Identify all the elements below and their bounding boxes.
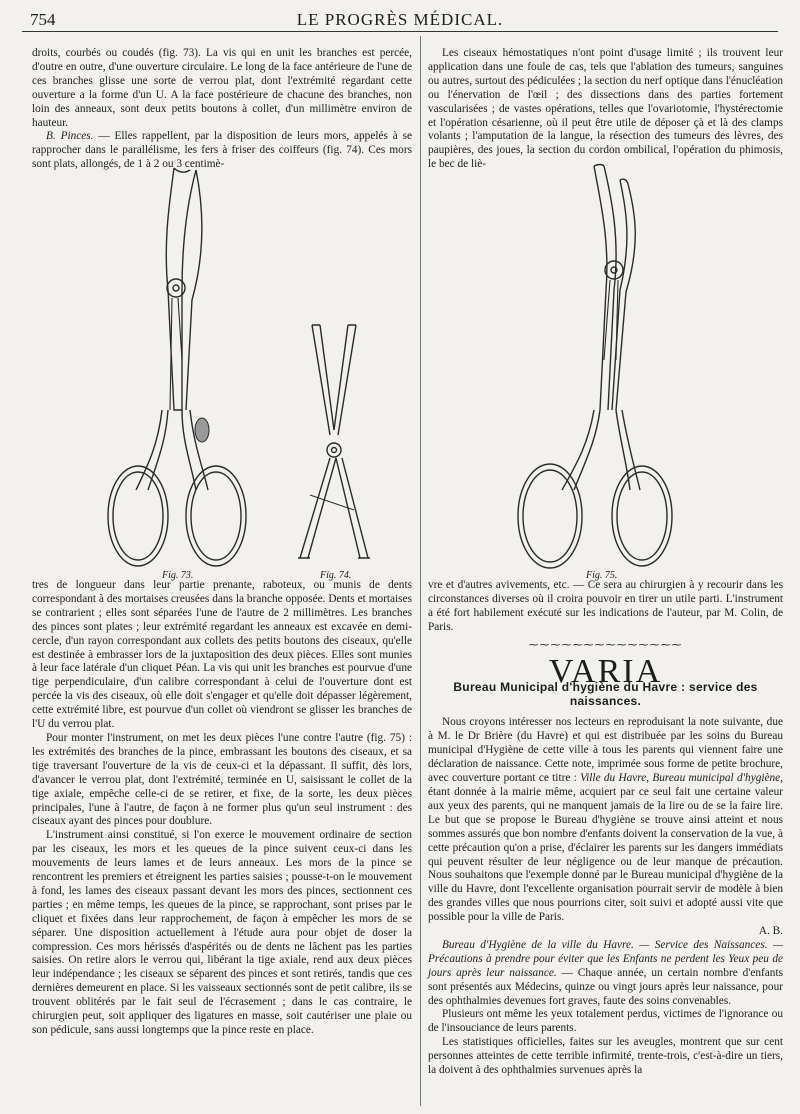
varia-paragraph-1-end: , étant donnée à la mairie même, acquiert par ce seul fait une certaine valeur aux yeux des parents, qui ne manquent jamais de la lire ou de se la faire lire. Le but que se propose le Bureau d'hygiène se trouve ainsi atteint et nous sommes assurés que bon nombre d'enfants doivent la conservation de la vue, à cette précaution qu'on a prise, d'éclairer les parents sur les dangers immédiats qui peuvent résulter de leur négligence ou de leur manque de précaution. Nous souhaitons que l'exemple donné par le Bureau municipal d'hygiène de la ville du Havre, dont l'excellente organisation pourrait servir de modèle à bien des grandes villes que nous pourrions citer, soit suivi et adopté aussi vite que possible pour la ville de Paris. xyxy=(428,772,784,924)
varia-paragraph-1-italic: Ville du Havre, Bureau municipal d'hygiène xyxy=(580,772,781,785)
pinces-text: — Elles rappellent, par la disposition de leurs mors, appelés à se rapprocher dans le parallélisme, les fers à friser des coiffeurs (fig. 74). Ces mors sont plats, allongés, de 1 à 2 ou 3 centimè- xyxy=(32,130,412,171)
page-header xyxy=(22,4,778,32)
header-rule xyxy=(22,31,778,32)
right-column-bottom xyxy=(428,579,783,1078)
varia-paragraph-1 xyxy=(428,716,783,925)
left-column-bottom xyxy=(32,579,412,1038)
right-top-paragraph: Les ciseaux hémostatiques n'ont point d'usage limité ; ils trouvent leur application dans une foule de cas, tels que l'ablation des tumeurs, sanguines ou autres, surtout des pédiculées ; la section du nerf optique dans l'énucléation ou l'énervation de l'œil ; des dissections dans des parties fortement vascularisées ; de vastes opérations, telles que l'ovariotomie, l'hystérectomie et l'opération césarienne, où il peut être utile de déposer çà et là des clamps volants ; l'amputation de la langue, la résection des tumeurs des lèvres, des paupières, des joues, la section du cordon ombilical, l'opération du phimosis, le bec de liè- xyxy=(428,47,783,171)
left-bottom-paragraph-1: tres de longueur dans leur partie prenante, raboteux, ou munis de dents correspondant à des mortaises creusées dans la branche opposée. Dents et mortaises se contrarient ; elles sont séparées l'une de l'autre de 2 millimètres. Les branches des pinces sont plates ; leur extrémité regardant les anneaux est excavée en demi-cercle, d'un rayon correspondant aux collets des petits boutons des ciseaux, qu'elle est destinée à embrasser lors de la juxtaposition des deux pièces. Elles sont munies à leur face latérale d'un cliquet Péan. La vis qui unit les branches est pourvue d'une tige perpendiculaire, d'un calibre correspondant à celui de l'ouverture dont est percée la vis des ciseaux, où elle doit s'engager et qu'elle doit dépasser légèrement, cette extrémité libre, est pourvue d'un collet où viendront se glisser les branches de l'U du verrou plat. xyxy=(32,579,412,731)
varia-title: VARIA xyxy=(548,652,663,690)
varia-paragraph-2-end: — Chaque année, un certain nombre d'enfants sont présentés aux Médecins, quinze ou vingt jours après leur naissance, pour des ophthalmies devenues fort graves, faute des soins convenables. xyxy=(428,966,783,1007)
left-top-paragraph: droits, courbés ou coudés (fig. 73). La vis qui en unit les branches est percée, d'outre en outre, d'une ouverture circulaire. Le long de la face antérieure de l'une de ces branches glisse une sorte de verrou plat, dont l'extrémité regardant cette ouverture a la forme d'un U. A la face postérieure de chacune des branches, non loin des anneaux, sont deux petits boutons à collet, d'un millimètre environ de hauteur. xyxy=(32,47,412,129)
figure-73-caption: Fig. 73. xyxy=(162,570,194,581)
varia-paragraph-3: Plusieurs ont même les yeux totalement perdus, victimes de l'ignorance ou de l'insouciance de leurs parents. xyxy=(428,1008,783,1035)
figure-74-forceps xyxy=(290,320,375,570)
journal-title: LE PROGRÈS MÉDICAL. xyxy=(296,10,504,29)
page-number: 754 xyxy=(30,10,56,29)
left-bottom-paragraph-3: L'instrument ainsi constitué, si l'on exerce le mouvement ordinaire de section par les ciseaux, les mors et les queues de la pince suivent ceux-ci dans les mouvements de leurs lames et de leurs anneaux. Les mors de la pince se rencontrent les premiers et étreignent les parties saisies ; pousse-t-on le mouvement à fond, les lames des ciseaux passant devant les mors des pinces, sectionnent ces parties ; en même temps, les queues de la pince, se rapprochant, sont prises par le cliquet et fixées dans leur rapprochement, de façon à empêcher les mors de se séparer. Une disposition actuellement à l'étude aura pour objet de doser la compression. Ces mors hérissés d'aspérités ou de dents ne lâchent pas les parties saisies. On retire alors le verrou qui, libérant la tige axiale, rend aux deux pièces leur indépendance ; les ciseaux se séparent des pinces et sont retirés, tandis que ces dernières demeurent en place. Si les vaisseaux sectionnés sont de petit calibre, ils se trouvent oblitérés par le fait seul de l'écrasement ; dans le cas contraire, le chirurgien peut, soit appliquer des ligatures en masse, soit cautériser une plaie ou son pédicule, sans aussi longtemps que la pince reste en place. xyxy=(32,829,412,1036)
figure-73-hemostatic-scissors xyxy=(78,160,258,575)
figure-75-assembled-instrument xyxy=(500,160,680,575)
varia-paragraph-2-italic: Bureau d'Hygiène de la ville du Havre. — Service des Naissances. — Précautions à prendre pour éviter que les Enfants ne perdent les Yeux peu de jours après leur naissance. xyxy=(428,938,783,979)
varia-paragraph-1-start: Nous croyons intéresser nos lecteurs en reproduisant la note suivante, due à M. le Dr Brière (du Havre) et qui est distribuée par les soins du Bureau municipal d'Hygiène de cette ville à tous les parents qui viennent faire une déclaration de naissance. Cette note, imprimée sous forme de petite brochure, avec couverture portant ce titre : xyxy=(428,716,783,785)
right-continuation-paragraph: vre et d'autres avivements, etc. — Ce sera au chirurgien à y recourir dans les circonstances diverses où il croira pouvoir en tirer un utile parti. L'instrument a été fort habilement exécuté sur les indications de l'auteur, par M. Colin, de Paris. xyxy=(428,579,783,633)
right-column-top xyxy=(428,47,783,172)
signature: A. B. xyxy=(758,925,783,938)
pinces-heading: B. Pinces. xyxy=(46,130,94,143)
section-ornament: ⁓⁓⁓⁓⁓⁓⁓⁓⁓⁓⁓⁓⁓⁓ xyxy=(528,639,683,651)
varia-paragraph-4: Les statistiques officielles, faites sur les aveugles, montrent que sur cent personnes atteintes de cette terrible infirmité, trente-trois, c'est-à-dire un tiers, la doivent à des ophthalmies survenues après la xyxy=(428,1036,783,1077)
column-divider xyxy=(420,36,421,1106)
figure-74-caption: Fig. 74. xyxy=(320,570,352,581)
section-title: Bureau Municipal d'hygiène du Havre : service des naissances. xyxy=(453,680,758,709)
left-column-top xyxy=(32,47,412,172)
left-bottom-paragraph-2: Pour monter l'instrument, on met les deux pièces l'une contre l'autre (fig. 75) : les extrémités des branches de la pince, embrassant les boutons des ciseaux, et sa tige traversant l'ouverture de la vis de ceux-ci et la dépassant. Il suffit, dès lors, d'avancer le verrou plat, dont l'extrémité, terminée en U, saisissant le collet de la tige axiale, empêche celle-ci de se retirer, et fixe, de la sorte, les deux pièces principales, l'une à l'autre, de façon à ne former plus qu'un seul instrument : des ciseaux ayant des pinces pour doublure. xyxy=(32,731,412,828)
varia-paragraph-2 xyxy=(428,939,783,1009)
figure-75-caption: Fig. 75. xyxy=(586,570,618,581)
